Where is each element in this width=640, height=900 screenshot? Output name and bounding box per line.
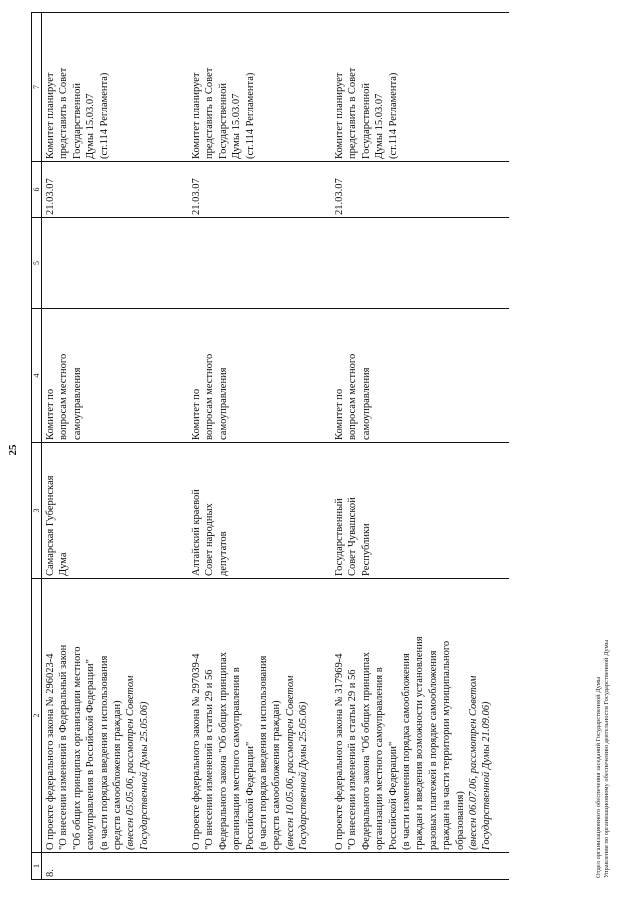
column-number-header [32,13,42,880]
bill-title-cell [42,579,187,853]
text-line: Думы 15.03.07 [374,93,386,159]
text-line: организации местного самоуправления в [231,667,243,850]
text-line: Дума [58,552,70,576]
note-line: (внесен 06.07.06, рассмотрен Советом [468,675,480,850]
note-line: (внесен 10.05.06, рассмотрен Советом [284,675,296,850]
text-line: Государственной [360,83,372,159]
column-header: 1 [32,853,42,880]
text-line: (ст.114 Регламента) [98,72,110,159]
text-line: Государственной [71,83,83,159]
column-header: 6 [32,162,42,218]
text-line: (в части порядка введения и использования [98,655,110,850]
text-line: вопросам местного [58,353,70,440]
footer-line: Управления по организационному обеспечению деятельности Государственной Думы [603,639,610,878]
text-line: разовых платежей в порядке самообложения [427,650,439,850]
initiator-cell [186,443,329,579]
text-line: самоуправления [71,367,83,440]
text-line: вопросам местного [347,353,359,440]
text-line: граждан на части территории муниципального [441,640,453,850]
text-line: Самарская Губернская [45,475,56,576]
text-line: Комитет по [191,388,202,440]
bill-title-cell [329,579,509,853]
column-header: 7 [32,13,42,162]
text-line: "О внесении изменений в Федеральный закон [58,644,70,850]
footer-line: Отдел организационного обеспечения заседаний Государственной Думы [595,676,602,878]
footer [595,640,611,878]
text-line: Государственной [217,83,229,159]
initiator-cell [42,443,187,579]
text-line: (в части изменения порядка самообложения [401,653,413,850]
text-line: Комитет по [45,388,56,440]
text-line: средств самообложения граждан) [271,700,283,850]
text-line: Думы 15.03.07 [231,93,243,159]
text-line: "Об общих принципах организации местного [71,646,83,850]
committee-cell [42,309,187,443]
text-line: Государственный [334,498,345,576]
date-cell: 21.03.07 [329,162,509,218]
text-line: Федерального закона "Об общих принципах [360,651,372,850]
text-line: самоуправления [360,367,372,440]
text-line: Федерального закона "Об общих принципах [217,651,229,850]
text-line: Думы 15.03.07 [85,93,97,159]
note-line: Государственной Думы 25.05.06) [298,701,310,850]
text-line: О проекте федерального закона № 297039-4 [191,653,202,850]
column-header: 5 [32,218,42,309]
row-number-cell [329,853,509,880]
column-header: 4 [32,309,42,443]
text-line: самоуправления в Российской Федерации" [85,659,97,850]
text-line: Комитет планирует [45,72,56,159]
text-line: О проекте федерального закона № 296023-4 [45,653,56,850]
page-number: 25 [7,444,19,456]
bill-title-cell [186,579,329,853]
text-line: депутатов [217,531,229,576]
note-line: Государственной Думы 25.05.06) [138,701,150,850]
status-cell [42,13,187,162]
text-line: (ст.114 Регламента) [244,72,256,159]
text-line: Комитет планирует [334,72,345,159]
text-line: вопросам местного [204,353,216,440]
table-row [186,13,329,880]
text-line: Комитет планирует [191,72,202,159]
date-cell: 21.03.07 [186,162,329,218]
date-cell: 21.03.07 [42,162,187,218]
text-line: "О внесении изменений в статьи 29 и 56 [204,669,216,850]
text-line: Российской Федерации" [387,741,399,850]
text-line: "О внесении изменений в статьи 29 и 56 [347,669,359,850]
text-line: Совет Чувашской [347,497,359,576]
table-row [42,13,187,880]
text-line: представить в Совет [347,67,359,159]
text-line: организации местного самоуправления в [374,667,386,850]
status-cell [329,13,509,162]
text-line: (ст.114 Регламента) [387,72,399,159]
note-line: (внесен 05.05.06, рассмотрен Советом [125,675,137,850]
committee-cell [186,309,329,443]
text-line: Совет народных [204,503,216,576]
text-line: граждан и введения возможности установления [414,636,426,850]
text-line: (в части порядка введения и использования [258,655,270,850]
text-line: образования) [454,791,466,850]
empty-cell [186,218,329,309]
row-number-cell [186,853,329,880]
text-line: самоуправления [217,367,229,440]
text-line: представить в Совет [58,67,70,159]
text-line: О проекте федерального закона № 317969-4 [334,653,345,850]
empty-cell [42,218,187,309]
text-line: Алтайский краевой [191,489,202,576]
text-line: Российской Федерации" [244,741,256,850]
bills-table [31,12,509,880]
text-line: Комитет по [334,388,345,440]
initiator-cell [329,443,509,579]
text-line: представить в Совет [204,67,216,159]
status-cell [186,13,329,162]
table-row [329,13,509,880]
note-line: Государственной Думы 21.09.06) [481,701,493,850]
committee-cell [329,309,509,443]
column-header: 2 [32,579,42,853]
column-header: 3 [32,443,42,579]
text-line: Республики [360,523,372,576]
empty-cell [329,218,509,309]
text-line: средств самообложения граждан) [112,700,124,850]
row-number-cell: 8. [42,853,187,880]
